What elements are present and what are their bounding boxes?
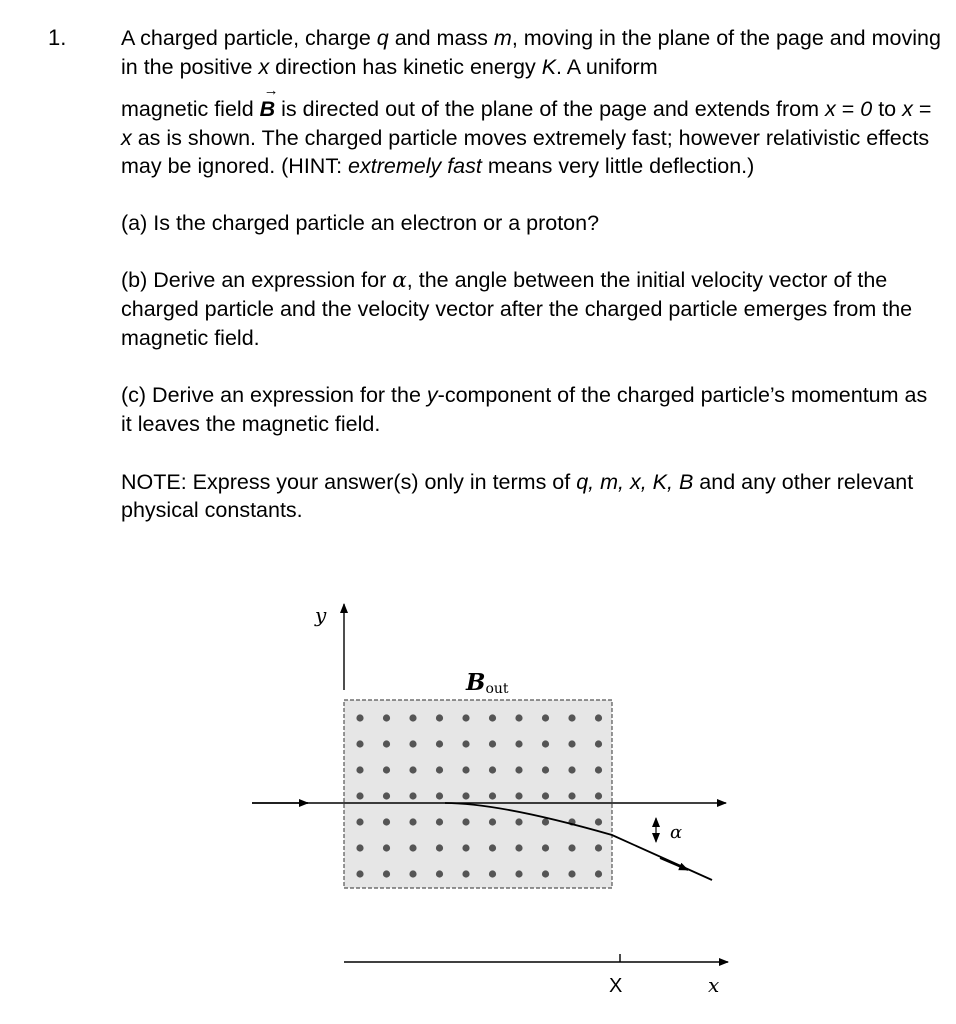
question-text [121, 24, 941, 525]
field-dot [568, 870, 575, 877]
intro-text-4: direction has kinetic energy [269, 54, 542, 79]
var-alpha: α [392, 267, 407, 293]
note-text-2: and any other relevant physical constants. [121, 469, 914, 523]
intro-text-3: , moving in the plane of the page and moving in the positive [121, 26, 941, 79]
field-dot [436, 818, 443, 825]
field-dot [542, 740, 549, 747]
vector-arrow-icon: → [263, 82, 279, 100]
field-text-4: means very little deflection.) [481, 154, 755, 179]
hint-italic: extremely fast [348, 154, 482, 179]
field-dot [595, 714, 602, 721]
field-dot [542, 818, 549, 825]
part-b-text-2: , the angle between the initial velocity vector of the charged particle and the velocity vector after the charged particle emerges from the magnetic field. [121, 267, 913, 350]
note [121, 468, 941, 525]
field-dot [515, 870, 522, 877]
field-dot [356, 818, 363, 825]
field-dot [595, 740, 602, 747]
field-dot [409, 714, 416, 721]
field-dot [356, 714, 363, 721]
field-dot [462, 740, 469, 747]
var-x: x [258, 54, 270, 79]
field-dot [515, 766, 522, 773]
var-K: K [541, 54, 557, 79]
field-dot [568, 766, 575, 773]
part-c-text-1: (c) Derive an expression for the [121, 383, 427, 408]
field-dot [409, 792, 416, 799]
field-dot [409, 870, 416, 877]
field-dot [436, 844, 443, 851]
field-dot [489, 844, 496, 851]
field-dot [568, 740, 575, 747]
var-m: m [493, 26, 512, 50]
field-dot [595, 870, 602, 877]
field-dot [515, 740, 522, 747]
exit-arrow [660, 858, 688, 870]
magnetic-field-diagram [240, 590, 740, 1010]
angle-label: α [670, 822, 683, 843]
part-a: (a) Is the charged particle an electron or a proton? [121, 210, 600, 235]
x-axis-label: x [708, 973, 720, 997]
field-dot [542, 870, 549, 877]
var-x-2: x [902, 97, 913, 122]
to-text: to [872, 97, 903, 122]
field-dot [542, 792, 549, 799]
question-number: 1. [48, 25, 67, 50]
var-B: B [259, 97, 276, 122]
intro-text-5: . A uniform [556, 54, 658, 79]
field-dot [515, 818, 522, 825]
zero: 0 [860, 97, 873, 122]
field-dot [409, 844, 416, 851]
field-dot [462, 792, 469, 799]
field-dot [489, 792, 496, 799]
equals-2: = [912, 97, 932, 122]
field-dot [595, 844, 602, 851]
intro-text-1: A charged particle, charge [121, 26, 377, 50]
field-dot [409, 740, 416, 747]
field-dot [595, 792, 602, 799]
field-dot [462, 818, 469, 825]
note-vars: q, m, x, K, B [576, 469, 694, 494]
field-dot [436, 870, 443, 877]
var-x-1: x [824, 97, 836, 122]
field-dot [436, 766, 443, 773]
field-text-1: magnetic field [121, 97, 260, 122]
field-dot [383, 714, 390, 721]
var-y: y [426, 383, 438, 408]
field-dot [595, 766, 602, 773]
field-dot [356, 870, 363, 877]
field-dot [489, 818, 496, 825]
field-dot [515, 844, 522, 851]
field-dot [515, 792, 522, 799]
field-dot [383, 740, 390, 747]
field-dot [409, 818, 416, 825]
field-dot [462, 844, 469, 851]
field-dot [489, 870, 496, 877]
field-dot [542, 766, 549, 773]
y-axis-label: y [315, 603, 327, 627]
field-dot [489, 714, 496, 721]
field-paragraph [121, 82, 941, 181]
part-c [121, 381, 941, 438]
field-dot [542, 714, 549, 721]
field-dot [383, 818, 390, 825]
field-dot [436, 792, 443, 799]
field-dot [383, 844, 390, 851]
intro-text-2: and mass [388, 26, 494, 50]
var-x-3: x [121, 125, 132, 150]
var-q: q [376, 26, 389, 50]
part-b-text-1: (b) Derive an expression for [121, 267, 393, 292]
field-dot [462, 714, 469, 721]
field-dot [568, 844, 575, 851]
note-text-1: NOTE: Express your answer(s) only in terms of [121, 469, 577, 494]
field-label-main: B [466, 669, 486, 696]
field-dot [383, 870, 390, 877]
field-dot [356, 740, 363, 747]
field-text-2: is directed out of the plane of the page and extends from [275, 97, 825, 122]
field-dot [383, 792, 390, 799]
part-b [121, 266, 941, 353]
field-dot [542, 844, 549, 851]
field-label [465, 669, 509, 697]
vector-B [259, 82, 279, 124]
field-dot [436, 740, 443, 747]
field-dot [436, 714, 443, 721]
field-label-sub: out [485, 681, 509, 697]
field-dot [356, 792, 363, 799]
field-dot [356, 766, 363, 773]
equals-1: = [835, 97, 861, 122]
field-dot [568, 714, 575, 721]
field-dot [383, 766, 390, 773]
field-dot [489, 740, 496, 747]
field-dot [462, 870, 469, 877]
field-dot [356, 844, 363, 851]
field-text-3: as is shown. The charged particle moves extremely fast; however relativistic effects may be ignored. (HINT: [121, 125, 930, 179]
x-tick-label: X [609, 975, 623, 997]
field-dot [462, 766, 469, 773]
part-c-text-2: -component of the charged particle’s momentum as it leaves the magnetic field. [121, 383, 928, 436]
exit-path [612, 835, 712, 880]
field-dot [595, 818, 602, 825]
field-dot [489, 766, 496, 773]
field-dot [409, 766, 416, 773]
intro-paragraph [121, 24, 941, 81]
field-dot [568, 792, 575, 799]
field-dot [515, 714, 522, 721]
